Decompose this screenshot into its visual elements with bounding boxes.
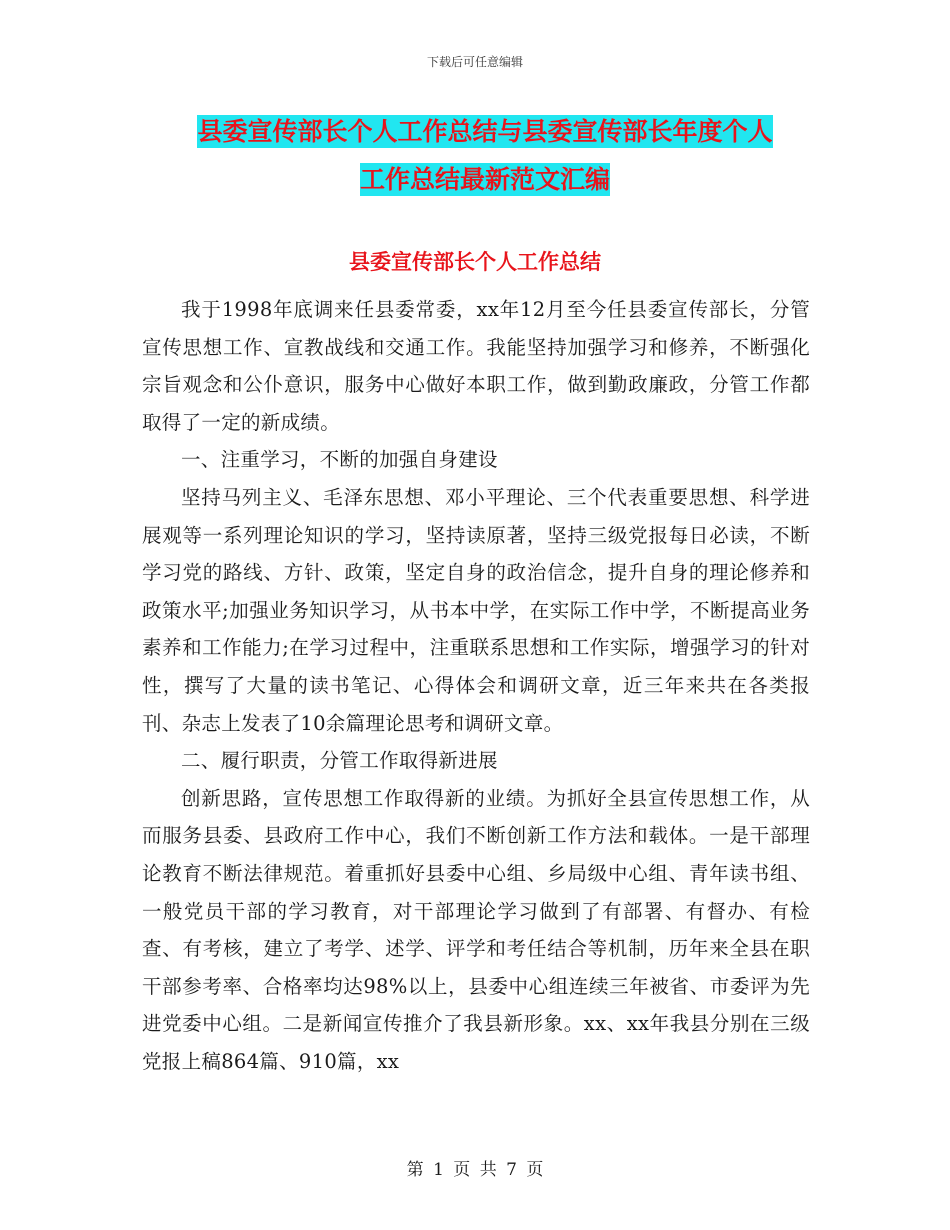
document-title [140, 108, 830, 204]
heading-two: 二、履行职责，分管工作取得新进展 [181, 749, 498, 773]
paragraph-intro: 我于1998年底调来任县委常委，xx年12月至今任县委宣传部长，分管宣传思想工作、宣教战线和交通工作。我能坚持加强学习和修养，不断强化宗旨观念和公仆意识，服务中心做好本职工作，做到勤政廉政，分管工作都取得了一定的新成绩。 [142, 298, 810, 434]
paragraph-duties: 创新思路，宣传思想工作取得新的业绩。为抓好全县宣传思想工作，从而服务县委、县政府工作中心，我们不断创新工作方法和载体。一是干部理论教育不断法律规范。着重抓好县委中心组、乡局级中心组、青年读书组、一般党员干部的学习教育，对干部理论学习做到了有部署、有督办、有检查、有考核，建立了考学、述学、评学和考任结合等机制，历年来全县在职干部参考率、合格率均达98%以上，县委中心组连续三年被省、市委评为先进党委中心组。二是新闻宣传推介了我县新形象。xx、xx年我县分别在三级党报上稿864篇、910篇，xx [142, 786, 810, 1073]
page-footer: 第 1 页 共 7 页 [406, 1160, 544, 1180]
header-note: 下载后可任意编辑 [426, 55, 523, 69]
title-line-1: 县委宣传部长个人工作总结与县委宣传部长年度个人 [197, 117, 773, 146]
section-title: 县委宣传部长个人工作总结 [349, 250, 601, 274]
paragraph-study: 坚持马列主义、毛泽东思想、邓小平理论、三个代表重要思想、科学进展观等一系列理论知识的学习，坚持读原著，坚持三级党报每日必读，不断学习党的路线、方针、政策，坚定自身的政治信念，提升自身的理论修养和政策水平;加强业务知识学习，从书本中学，在实际工作中学，不断提高业务素养和工作能力;在学习过程中，注重联系思想和工作实际，增强学习的针对性，撰写了大量的读书笔记、心得体会和调研文章，近三年来共在各类报刊、杂志上发表了10余篇理论思考和调研文章。 [142, 485, 810, 735]
heading-one: 一、注重学习，不断的加强自身建设 [181, 448, 498, 472]
body-text [142, 291, 810, 1080]
title-line-2: 工作总结最新范文汇编 [359, 165, 610, 194]
